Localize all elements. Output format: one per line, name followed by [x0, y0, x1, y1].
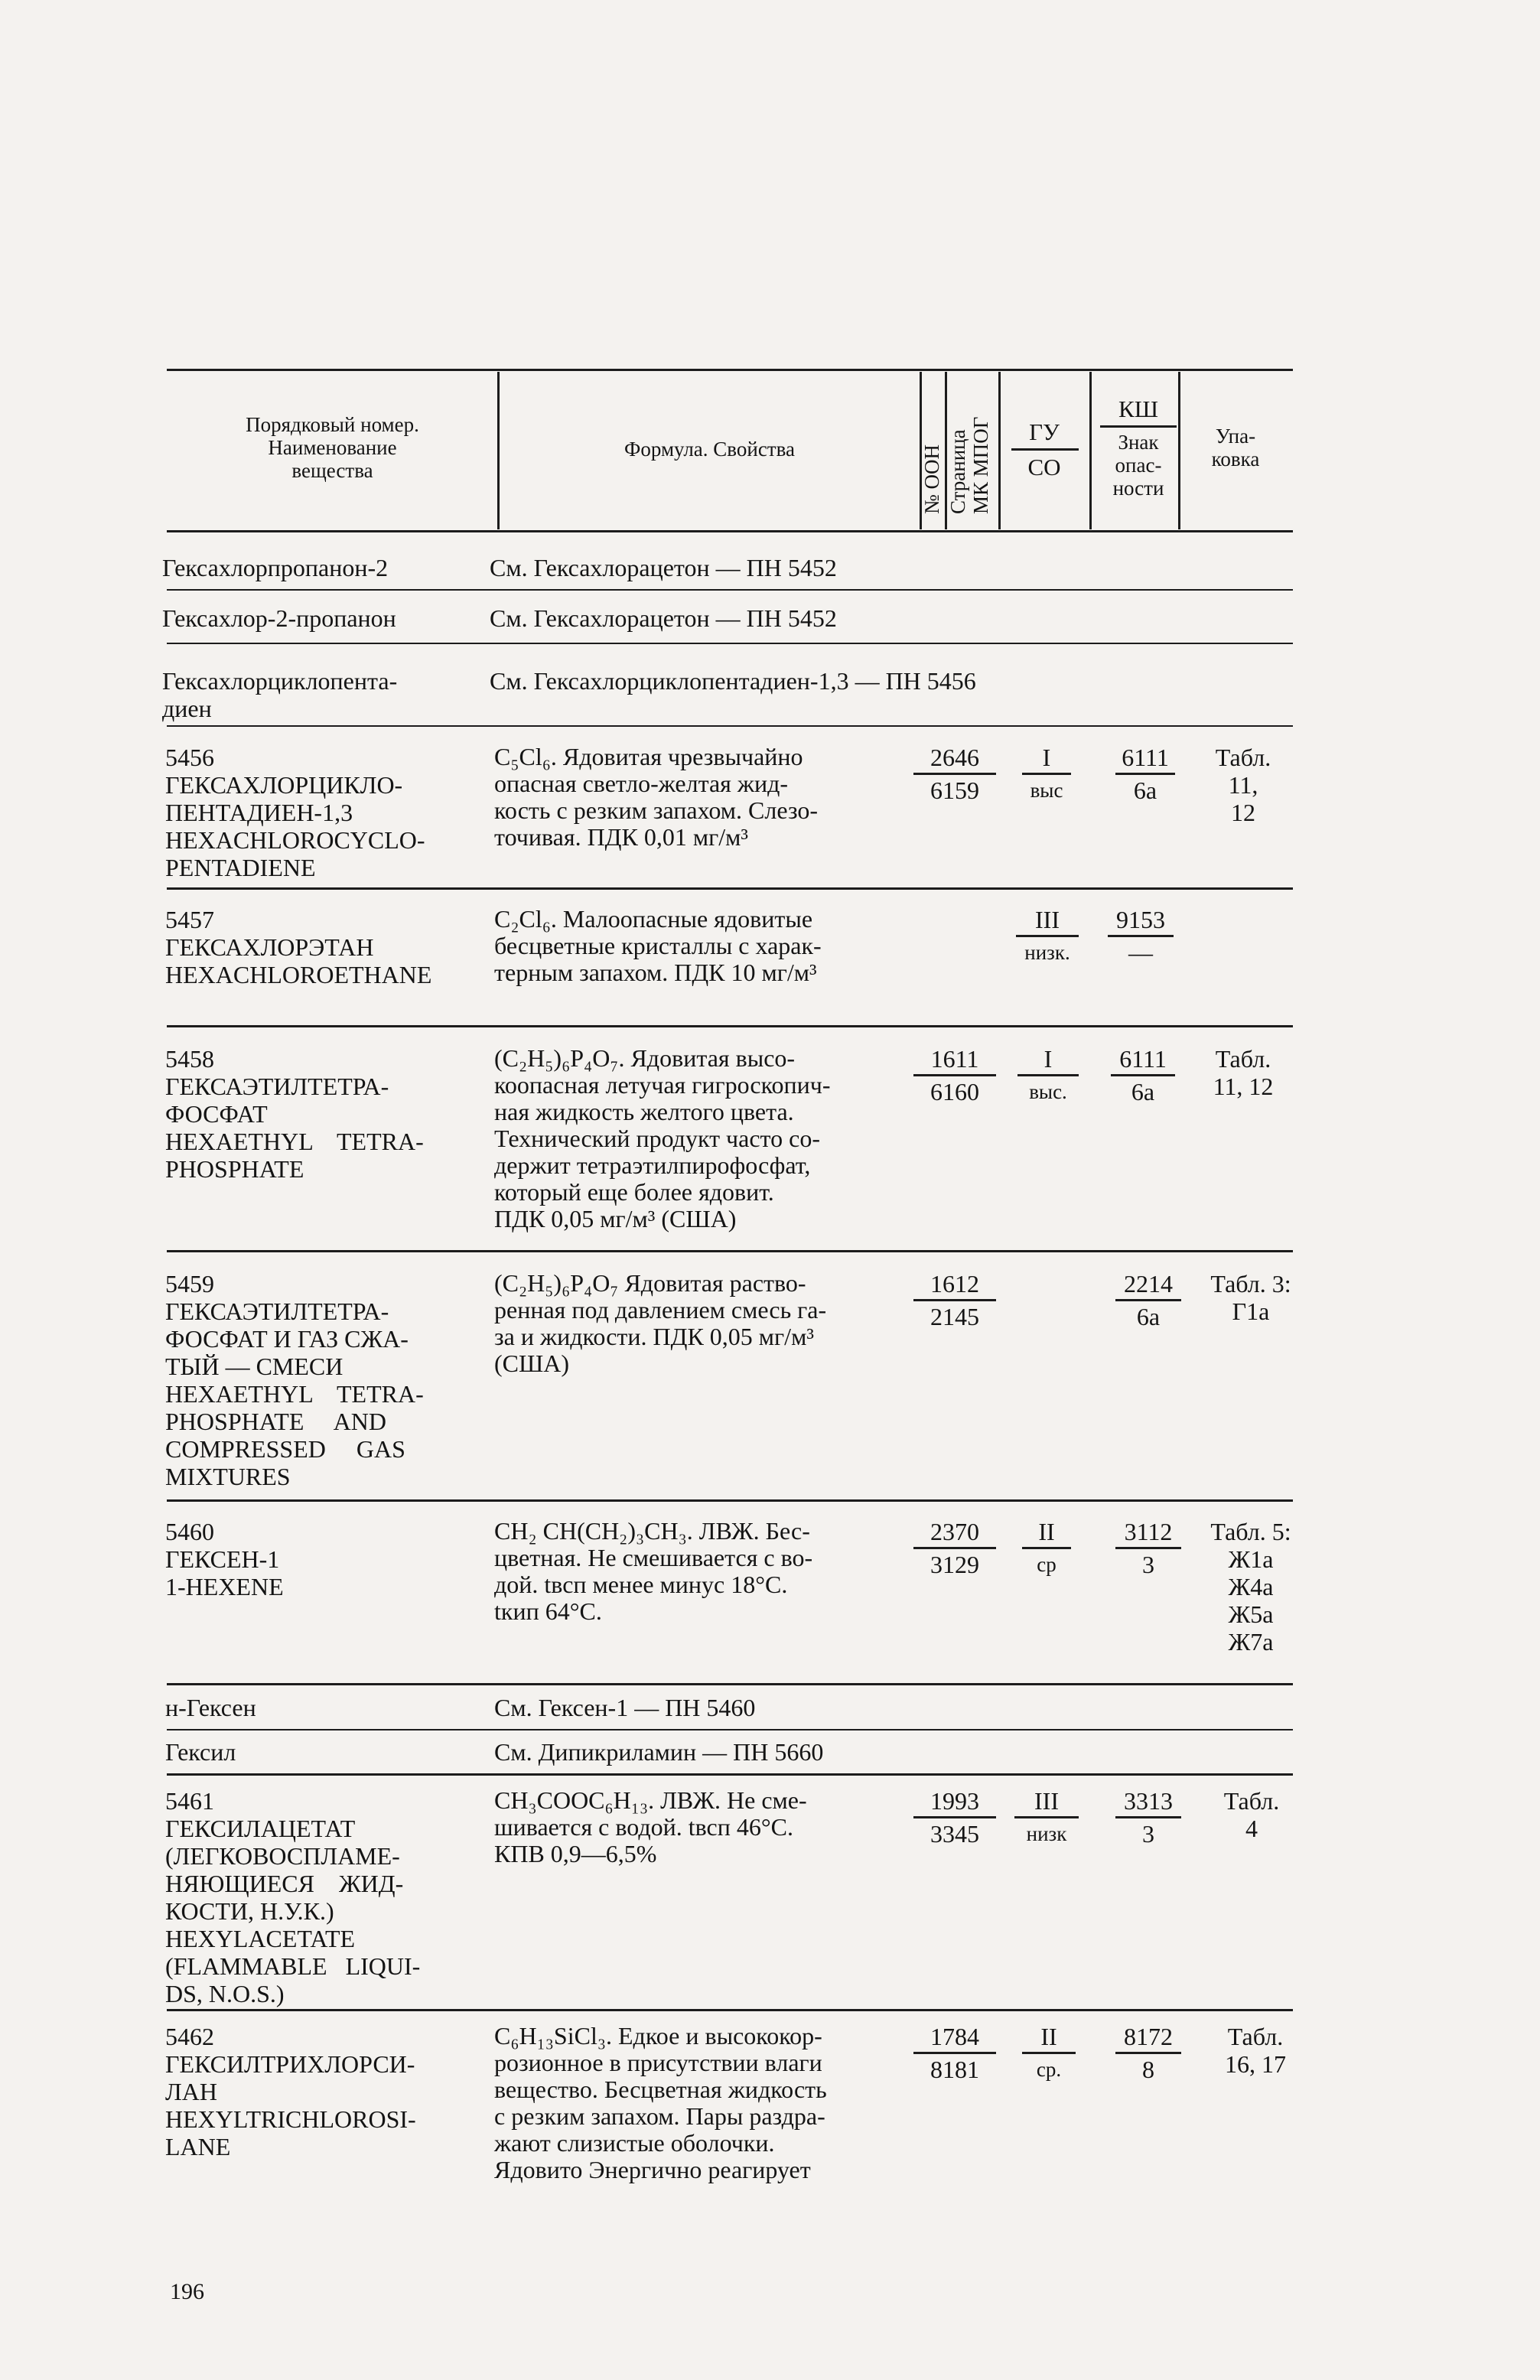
gu-value: I — [1022, 744, 1071, 775]
header-top-rule — [167, 369, 1293, 371]
co-value: низк. — [1024, 941, 1070, 964]
hazard-sign: — — [1128, 939, 1153, 966]
ksh-value: 3112 — [1115, 1518, 1181, 1549]
header-col-page: Страница — [946, 429, 969, 514]
header-ksh-split — [1100, 425, 1177, 428]
un-number: 1784 — [913, 2023, 996, 2054]
un-number: 1993 — [913, 1787, 996, 1818]
entry-name: 5462 ГЕКСИЛТРИХЛОРСИ- ЛАН HEXYLTRICHLOROSI- LANE — [165, 2023, 416, 2160]
entry-description: C₅Cl₆. Ядовитая чрезвычайно опасная светло-желтая жид- кость с резким запахом. Слезо- точивая. ПДК 0,01 мг/м³ — [494, 743, 819, 851]
entry-description: CH₂ CH(CH₂)₃CH₃. ЛВЖ. Бес- цветная. Не смешивается с во- дой. tвсп менее минус 18°С. tкип 64°С. — [494, 1517, 813, 1625]
entry-un-page — [913, 1270, 996, 1330]
entry-description: (C₂H₅)₆P₄O₇. Ядовитая высо- коопасная летучая гигроскопич- ная жидкость желтого цвета. Технический продукт часто со- держит тетраэтилпирофосфат, который еще более ядовит. ПДК 0,05 мг/м³ (США) — [494, 1044, 831, 1232]
co-value: низк — [1026, 1822, 1067, 1845]
header-divider — [497, 372, 500, 529]
entry-description: C₂Cl₆. Малоопасные ядовитые бесцветные кристаллы с харак- терным запахом. ПДК 10 мг/м³ — [494, 905, 822, 986]
row-divider — [167, 1683, 1293, 1685]
entry-description: CH₃COOC₆H₁₃. ЛВЖ. Не сме- шивается с водой. tвсп 46°С. КПВ 0,9—6,5% — [494, 1786, 807, 1867]
entry-ksh-sign — [1115, 1787, 1181, 1848]
entry-packaging: Табл. 4 — [1223, 1787, 1280, 1842]
hazard-sign: 8 — [1142, 2056, 1154, 2083]
header-col-sign: Знак опас- ности — [1112, 431, 1164, 500]
entry-un-page — [913, 1045, 996, 1105]
gu-value: II — [1022, 2023, 1076, 2054]
entry-name: 5456 ГЕКСАХЛОРЦИКЛО- ПЕНТАДИЕН-1,3 HEXACHLOROCYCLO- PENTADIENE — [165, 744, 425, 881]
entry-ksh-sign — [1108, 906, 1174, 966]
entry-gu-co — [1022, 744, 1071, 804]
entry-packaging: Табл. 16, 17 — [1225, 2023, 1286, 2078]
ref-text: См. Гексахлорацетон — ПН 5452 — [490, 554, 837, 581]
co-value: ср — [1037, 1553, 1057, 1576]
entry-description: C₆H₁₃SiCl₃. Едкое и высококор- розионное в присутствии влаги вещество. Бесцветная жидкость с резким запахом. Пары раздра- жают слизистые оболочки. Ядовито Энергично реагирует — [494, 2022, 827, 2183]
entry-name: 5457 ГЕКСАХЛОРЭТАН HEXACHLOROETHANE — [165, 906, 432, 988]
header-col-co: СО — [1027, 454, 1061, 480]
header-col-name: Порядковый номер. Наименование вещества — [246, 413, 419, 482]
entry-un-page — [913, 2023, 996, 2083]
ref-name: н-Гексен — [165, 1694, 256, 1721]
gu-value: II — [1022, 1518, 1071, 1549]
entry-ksh-sign — [1115, 1518, 1181, 1578]
hazard-sign: 3 — [1142, 1820, 1154, 1848]
entry-ksh-sign — [1111, 1045, 1175, 1105]
row-divider — [167, 1250, 1293, 1252]
mk-page: 6160 — [930, 1078, 979, 1105]
row-divider — [167, 643, 1293, 644]
header-col-mk-mpog: МК МПОГ — [969, 416, 992, 514]
entry-gu-co — [1014, 1787, 1079, 1848]
header-divider — [1089, 372, 1092, 529]
entry-packaging: Табл. 5: Ж1а Ж4а Ж5а Ж7а — [1210, 1518, 1291, 1656]
entry-name: 5460 ГЕКСЕН-1 1-HEXENE — [165, 1518, 284, 1600]
mk-page: 6159 — [930, 777, 979, 804]
entry-gu-co — [1017, 1045, 1079, 1105]
hazard-sign: 3 — [1142, 1551, 1154, 1578]
co-value: выс — [1030, 779, 1063, 802]
entry-name: 5459 ГЕКСАЭТИЛТЕТРА- ФОСФАТ И ГАЗ СЖА- ТЫЙ — СМЕСИ HEXAETHYL TETRA- PHOSPHATE AND COMPRESSED GAS MIXTURES — [165, 1270, 424, 1490]
co-value: ср. — [1036, 2058, 1062, 2081]
ref-name: Гексил — [165, 1738, 236, 1766]
header-col-ksh: КШ — [1118, 396, 1158, 422]
ksh-value: 9153 — [1108, 906, 1174, 937]
entry-name: 5458 ГЕКСАЭТИЛТЕТРА- ФОСФАТ HEXAETHYL TETRA- PHOSPHATE — [165, 1045, 424, 1183]
entry-packaging: Табл. 3: Г1а — [1210, 1270, 1291, 1325]
mk-page: 8181 — [930, 2056, 979, 2083]
entry-un-page — [913, 1787, 996, 1848]
ref-name: Гексахлорпропанон-2 — [162, 554, 389, 581]
header-col-un-number: № ООН — [920, 444, 943, 514]
ksh-value: 2214 — [1115, 1270, 1181, 1301]
header-col-gu: ГУ — [1029, 418, 1060, 445]
mk-page: 3345 — [930, 1820, 979, 1848]
mk-page: 2145 — [930, 1303, 979, 1330]
entry-ksh-sign — [1115, 2023, 1181, 2083]
entry-gu-co — [1022, 2023, 1076, 2083]
hazard-sign: 6а — [1131, 1078, 1155, 1105]
row-divider — [167, 2009, 1293, 2011]
un-number: 1611 — [913, 1045, 996, 1076]
header-bottom-rule — [167, 530, 1293, 532]
header-divider — [998, 372, 1001, 529]
hazard-sign: 6а — [1136, 1303, 1161, 1330]
ksh-value: 6111 — [1115, 744, 1175, 775]
gu-value: III — [1014, 1787, 1079, 1818]
entry-ksh-sign — [1115, 744, 1175, 804]
ksh-value: 8172 — [1115, 2023, 1181, 2054]
header-col-pack: Упа- ковка — [1211, 425, 1260, 470]
ref-text: См. Гексахлорацетон — ПН 5452 — [490, 604, 837, 632]
ref-text: См. Гексахлорциклопентадиен-1,3 — ПН 5456 — [490, 667, 976, 695]
un-number: 2370 — [913, 1518, 996, 1549]
header-col-formula: Формула. Свойства — [624, 438, 795, 461]
header-divider — [1178, 372, 1180, 529]
ref-name: Гексахлорциклопента- диен — [162, 667, 398, 722]
mk-page: 3129 — [930, 1551, 979, 1578]
ksh-value: 6111 — [1111, 1045, 1175, 1076]
ksh-value: 3313 — [1115, 1787, 1181, 1818]
hazard-sign: 6а — [1133, 777, 1157, 804]
ref-name: Гексахлор-2-пропанон — [162, 604, 396, 632]
co-value: выс. — [1029, 1080, 1067, 1103]
entry-packaging: Табл. 11, 12 — [1213, 1045, 1274, 1100]
row-divider — [167, 589, 1293, 591]
ref-text: См. Дипикриламин — ПН 5660 — [494, 1738, 824, 1766]
row-divider — [167, 1773, 1293, 1776]
gu-value: I — [1017, 1045, 1079, 1076]
entry-name: 5461 ГЕКСИЛАЦЕТАТ (ЛЕГКОВОСПЛАМЕ- НЯЮЩИЕСЯ ЖИД- КОСТИ, Н.У.К.) HEXYLACETATE (FLAMMABLE LIQUI- DS, N.O.S.) — [165, 1787, 421, 2007]
entry-description: (C₂H₅)₆P₄O₇ Ядовитая раство- ренная под давлением смесь га- за и жидкости. ПДК 0,05 мг/м³ (США) — [494, 1269, 827, 1377]
entry-gu-co — [1022, 1518, 1071, 1578]
ref-text: См. Гексен-1 — ПН 5460 — [494, 1694, 756, 1721]
gu-value: III — [1016, 906, 1079, 937]
entry-packaging: Табл. 11, 12 — [1215, 744, 1271, 826]
row-divider — [167, 1499, 1293, 1502]
row-divider — [167, 1729, 1293, 1730]
header-gu-split — [1011, 448, 1079, 451]
entry-gu-co — [1016, 906, 1079, 966]
entry-un-page — [913, 1518, 996, 1578]
row-divider — [167, 725, 1293, 727]
row-divider — [167, 1025, 1293, 1027]
row-divider — [167, 887, 1293, 890]
un-number: 1612 — [913, 1270, 996, 1301]
entry-ksh-sign — [1115, 1270, 1181, 1330]
page-number: 196 — [170, 2279, 204, 2304]
entry-un-page — [913, 744, 996, 804]
un-number: 2646 — [913, 744, 996, 775]
